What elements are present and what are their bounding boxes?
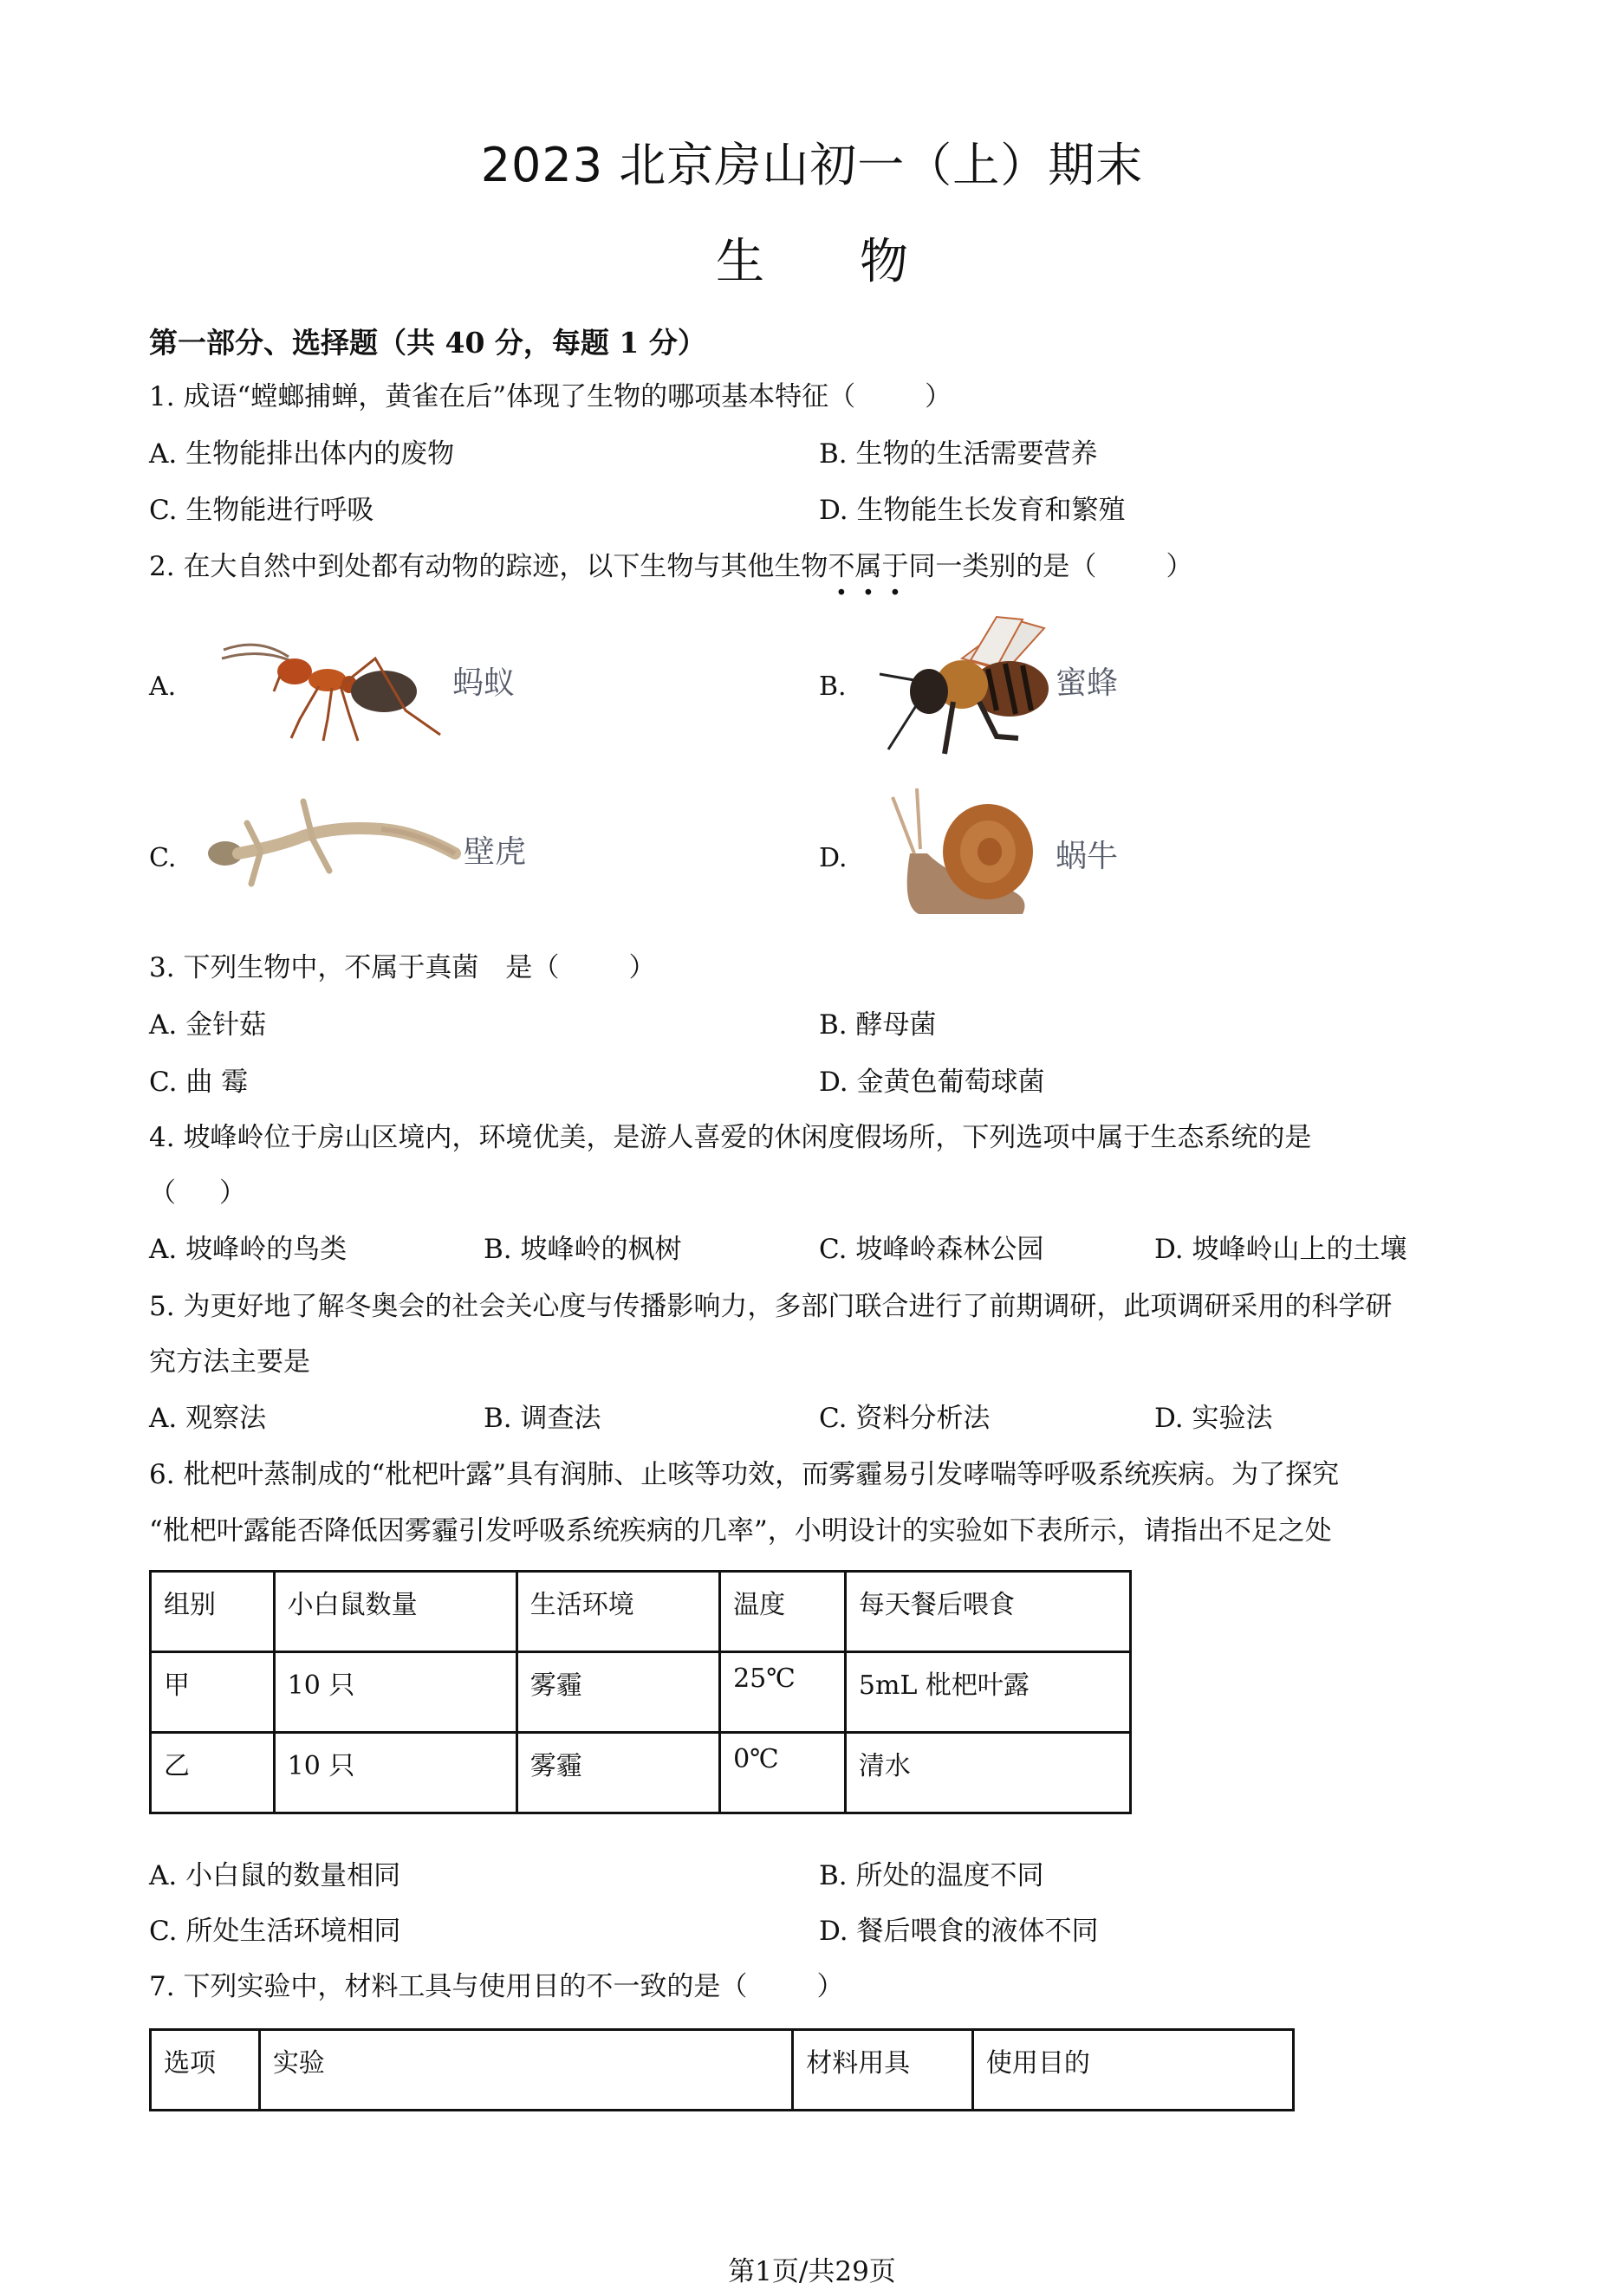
question-2 — [149, 549, 1192, 584]
emphasis-char: 于 — [881, 551, 909, 582]
animal-label: 蚂蚁 — [452, 665, 516, 701]
experiment-table — [149, 1570, 1132, 1814]
option-text: 曲 霉 — [185, 1067, 249, 1098]
option-c[interactable] — [149, 493, 374, 528]
option-text: 所处的温度不同 — [855, 1860, 1044, 1891]
option-b[interactable] — [819, 437, 1098, 471]
option-text: 坡峰岭的鸟类 — [185, 1234, 348, 1265]
option-letter: D. — [819, 495, 848, 526]
option-letter: C. — [819, 1234, 848, 1265]
option-b[interactable] — [819, 1008, 937, 1042]
table-header-row — [151, 2030, 1294, 2111]
option-b[interactable] — [484, 1232, 682, 1267]
option-text: 生物的生活需要营养 — [855, 438, 1098, 470]
table-header-cell: 组别 — [151, 1572, 275, 1652]
table-header-cell: 温度 — [720, 1572, 846, 1652]
option-b[interactable] — [819, 1858, 1044, 1893]
question-3 — [149, 950, 655, 985]
question-number: 1. — [149, 381, 175, 412]
option-letter: D. — [1154, 1234, 1184, 1265]
option-letter: D. — [819, 1067, 848, 1098]
option-text: 金黄色葡萄球菌 — [856, 1067, 1045, 1098]
option-text: 小白鼠的数量相同 — [185, 1860, 401, 1891]
question-stem: 为更好地了解冬奥会的社会关心度与传播影响力，多部门联合进行了前期调研，此项调研采用的科学研 — [183, 1291, 1393, 1322]
animal-label: 蜗牛 — [1056, 839, 1119, 874]
option-letter: B. — [819, 1009, 848, 1041]
document-title: 2023 北京房山初一（上）期末 — [480, 138, 1144, 192]
option-d[interactable] — [1154, 1401, 1272, 1436]
experiment-materials-table — [149, 2028, 1295, 2111]
option-b[interactable] — [484, 1401, 601, 1436]
option-text: 餐后喂食的液体不同 — [856, 1916, 1099, 1947]
option-a[interactable] — [149, 1232, 347, 1267]
option-letter: D. — [819, 1916, 848, 1947]
table-cell: 雾霾 — [516, 1733, 719, 1813]
option-d[interactable] — [819, 493, 1125, 528]
option-letter: C. — [819, 1403, 848, 1434]
subject-char: 物 — [860, 234, 908, 290]
section-heading: 第一部分、选择题（共 40 分，每题 1 分） — [149, 326, 706, 360]
ant-image — [198, 624, 458, 745]
question-4-paren — [149, 1176, 246, 1210]
table-header-cell: 材料用具 — [793, 2030, 973, 2111]
table-cell: 5mL 枇杷叶露 — [845, 1652, 1130, 1733]
option-text: 坡峰岭山上的土壤 — [1192, 1234, 1407, 1265]
table-header-cell: 选项 — [151, 2030, 260, 2111]
option-c[interactable] — [819, 1232, 1043, 1267]
table-cell: 清水 — [845, 1733, 1130, 1813]
paren-close: ） — [816, 1971, 844, 2002]
table-header-cell: 实验 — [259, 2030, 792, 2111]
option-letter: C. — [149, 495, 178, 526]
option-c[interactable] — [819, 1401, 990, 1436]
table-header-cell: 使用目的 — [972, 2030, 1293, 2111]
option-letter: B. — [484, 1234, 512, 1265]
question-stem-line2: “枇杷叶露能否降低因雾霾引发呼吸系统疾病的几率”，小明设计的实验如下表所示，请指出不足之处 — [149, 1515, 1332, 1547]
question-number: 2. — [149, 551, 175, 582]
bee-image — [867, 606, 1057, 762]
table-header-cell: 生活环境 — [516, 1572, 719, 1652]
question-stem: 下列实验中，材料工具与使用目的不一致的是（ — [183, 1971, 748, 2002]
animal-label: 壁虎 — [464, 834, 527, 870]
table-cell: 25℃ — [720, 1652, 846, 1733]
snail-image — [875, 784, 1049, 923]
question-stem: 下列生物中，不属于真菌 是（ — [183, 952, 560, 983]
table-cell: 甲 — [151, 1652, 275, 1733]
option-letter: C. — [149, 1067, 178, 1098]
option-text: 生物能排出体内的废物 — [185, 438, 455, 470]
option-c[interactable] — [149, 1065, 248, 1099]
emphasis-char: 不 — [828, 551, 855, 582]
option-letter: A. — [149, 438, 178, 470]
option-letter: C. — [149, 843, 177, 873]
table-cell: 0℃ — [720, 1733, 846, 1813]
table-cell: 雾霾 — [516, 1652, 719, 1733]
option-letter: D. — [1154, 1403, 1184, 1434]
option-text: 酵母菌 — [855, 1009, 937, 1041]
animal-label: 蜜蜂 — [1056, 665, 1119, 701]
option-text: 坡峰岭的枫树 — [520, 1234, 682, 1265]
paren-close: ） — [219, 1177, 246, 1209]
paren-close: ） — [628, 952, 656, 983]
option-letter: B. — [819, 671, 847, 702]
table-cell: 10 只 — [274, 1733, 516, 1813]
question-stem: 坡峰岭位于房山区境内，环境优美，是游人喜爱的休闲度假场所，下列选项中属于生态系统的是 — [183, 1122, 1312, 1153]
question-stem-rest: 同一类别的是（ — [908, 551, 1097, 582]
option-letter: A. — [149, 1860, 178, 1891]
option-c[interactable] — [149, 840, 176, 876]
paren-close: ） — [1166, 551, 1193, 582]
question-number: 5. — [149, 1291, 175, 1322]
question-6 — [149, 1457, 1339, 1492]
option-letter: B. — [819, 1860, 848, 1891]
option-a[interactable] — [149, 1008, 266, 1042]
question-number: 6. — [149, 1459, 175, 1490]
question-stem: 枇杷叶蒸制成的“枇杷叶露”具有润肺、止咳等功效，而雾霾易引发哮喘等呼吸系统疾病。为了探究 — [183, 1459, 1340, 1490]
subject-title — [0, 224, 1624, 293]
option-letter: B. — [484, 1403, 512, 1434]
table-row — [151, 1733, 1131, 1813]
option-b[interactable] — [819, 669, 847, 704]
option-letter: A. — [149, 1009, 178, 1041]
option-text: 生物能生长发育和繁殖 — [856, 495, 1126, 526]
option-d[interactable] — [819, 1914, 1098, 1949]
option-d[interactable] — [1154, 1232, 1406, 1267]
question-number: 7. — [149, 1971, 175, 2002]
option-text: 资料分析法 — [855, 1403, 991, 1434]
option-letter: A. — [149, 1234, 178, 1265]
question-stem: 成语“螳螂捕蝉，黄雀在后”体现了生物的哪项基本特征（ — [183, 381, 856, 412]
option-text: 所处生活环境相同 — [185, 1916, 401, 1947]
option-a[interactable] — [149, 1858, 400, 1893]
option-a[interactable] — [149, 437, 454, 471]
option-a[interactable] — [149, 669, 176, 704]
option-text: 坡峰岭森林公园 — [855, 1234, 1044, 1265]
table-header-row — [151, 1572, 1131, 1652]
question-stem-line2: 究方法主要是 — [149, 1346, 310, 1378]
table-header-cell: 小白鼠数量 — [274, 1572, 516, 1652]
option-letter: A. — [149, 1403, 178, 1434]
option-letter: C. — [149, 1916, 178, 1947]
table-header-cell: 每天餐后喂食 — [845, 1572, 1130, 1652]
paren-open: （ — [149, 1177, 176, 1209]
table-row — [151, 1652, 1131, 1733]
emphasis-char: 属 — [854, 551, 882, 582]
question-number: 3. — [149, 952, 175, 983]
option-text: 调查法 — [520, 1403, 601, 1434]
question-stem: 在大自然中到处都有动物的踪迹，以下生物与其他生物 — [183, 551, 828, 582]
question-5 — [149, 1289, 1392, 1324]
option-d[interactable] — [819, 1065, 1044, 1099]
page-number: 第1页/共29页 — [728, 2256, 896, 2287]
option-a[interactable] — [149, 1401, 266, 1436]
question-1 — [149, 379, 952, 414]
question-number: 4. — [149, 1122, 175, 1153]
question-7 — [149, 1969, 843, 2004]
option-letter: D. — [819, 843, 848, 873]
paren-close: ） — [925, 381, 952, 412]
option-text: 实验法 — [1192, 1403, 1273, 1434]
subject-char: 生 — [716, 234, 764, 290]
gecko-image — [199, 784, 468, 897]
option-text: 金针菇 — [185, 1009, 267, 1041]
option-d[interactable] — [819, 840, 848, 876]
option-letter: B. — [819, 438, 848, 470]
option-c[interactable] — [149, 1914, 400, 1949]
option-text: 观察法 — [185, 1403, 267, 1434]
table-cell: 10 只 — [274, 1652, 516, 1733]
table-cell: 乙 — [151, 1733, 275, 1813]
option-letter: A. — [149, 671, 177, 702]
question-4 — [149, 1120, 1311, 1155]
option-text: 生物能进行呼吸 — [185, 495, 374, 526]
